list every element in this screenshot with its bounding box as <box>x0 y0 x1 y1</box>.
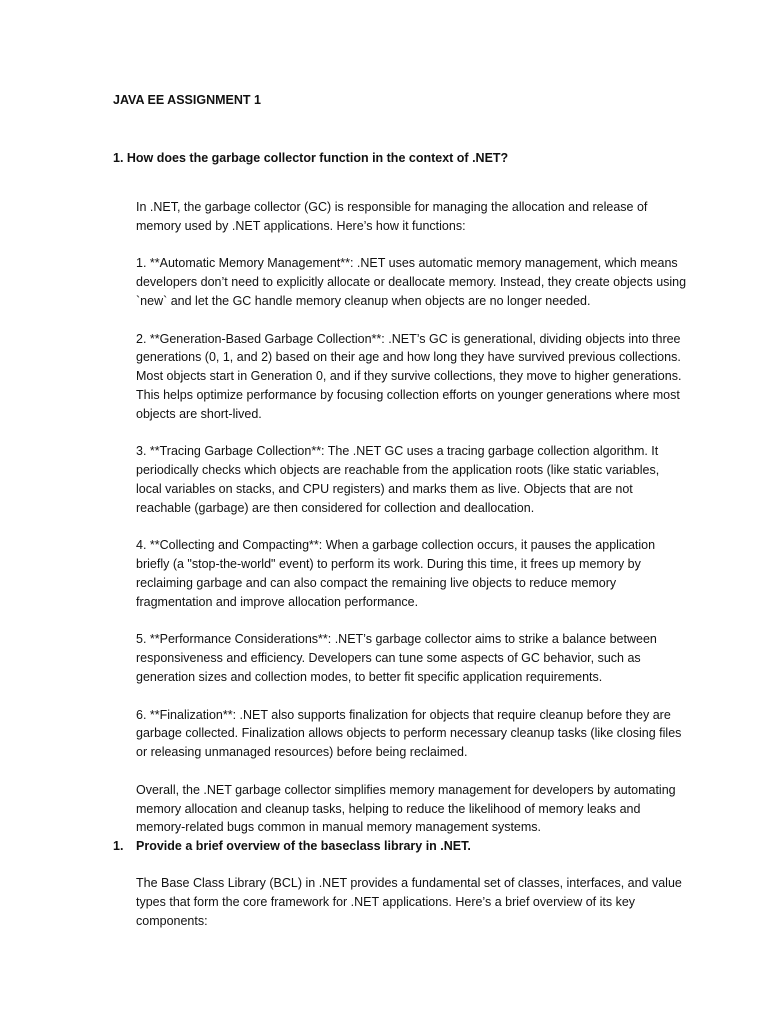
answer-1-body <box>136 198 688 837</box>
answer-1-point-6: 6. **Finalization**: .NET also supports finalization for objects that require cleanup before they are garbage collected. Finalization allows objects to perform necessary cleanup tasks (like closing files or releasing unmanaged resources) before being reclaimed. <box>136 707 682 760</box>
answer-1-point-2: 2. **Generation-Based Garbage Collection**: .NET’s GC is generational, dividing objects into three generations (0, 1, and 2) based on their age and how long they have survived previous collections. Most objects start in Generation 0, and if they survive collections, they move to higher generations. This helps optimize performance by focusing collection efforts on younger generations where most objects are short-lived. <box>136 331 682 421</box>
answer-2-body <box>136 874 688 930</box>
document-title: JAVA EE ASSIGNMENT 1 <box>113 93 261 107</box>
question-1-heading: 1. How does the garbage collector function in the context of .NET? <box>113 151 509 165</box>
question-2-heading <box>113 837 688 856</box>
answer-1-point-5: 5. **Performance Considerations**: .NET’s garbage collector aims to strike a balance between responsiveness and efficiency. Developers can tune some aspects of GC behavior, such as generation sizes and collection modes, to better fit specific application requirements. <box>136 632 657 684</box>
answer-1-point-1: 1. **Automatic Memory Management**: .NET uses automatic memory management, which means developers don’t need to explicitly allocate or deallocate memory. Instead, they create objects using `new` and let the GC handle memory cleanup when objects are no longer needed. <box>136 256 687 308</box>
answer-1-point-3: 3. **Tracing Garbage Collection**: The .NET GC uses a tracing garbage collection algorithm. It periodically checks which objects are reachable from the application roots (like static variables, local variables on stacks, and CPU registers) and marks them as live. Objects that are not reachable (garbage) are then considered for collection and deallocation. <box>136 444 660 515</box>
answer-1-conclusion: Overall, the .NET garbage collector simplifies memory management for developers by automating memory allocation and cleanup tasks, helping to reduce the likelihood of memory leaks and memory-related bugs common in manual memory management systems. <box>136 782 676 835</box>
answer-1-intro: In .NET, the garbage collector (GC) is responsible for managing the allocation and release of memory used by .NET applications. Here’s how it functions: <box>136 200 648 233</box>
question-2-text: Provide a brief overview of the baseclass library in .NET. <box>136 839 471 853</box>
question-2-number: 1. <box>113 839 124 853</box>
answer-1-point-4: 4. **Collecting and Compacting**: When a garbage collection occurs, it pauses the application briefly (a "stop-the-world" event) to perform its work. During this time, it frees up memory by reclaiming garbage and can also compact the remaining live objects to reduce memory fragmentation and improve allocation performance. <box>136 538 656 609</box>
answer-2-intro: The Base Class Library (BCL) in .NET provides a fundamental set of classes, interfaces, and value types that form the core framework for .NET applications. Here’s a brief overview of its key components: <box>136 876 682 928</box>
